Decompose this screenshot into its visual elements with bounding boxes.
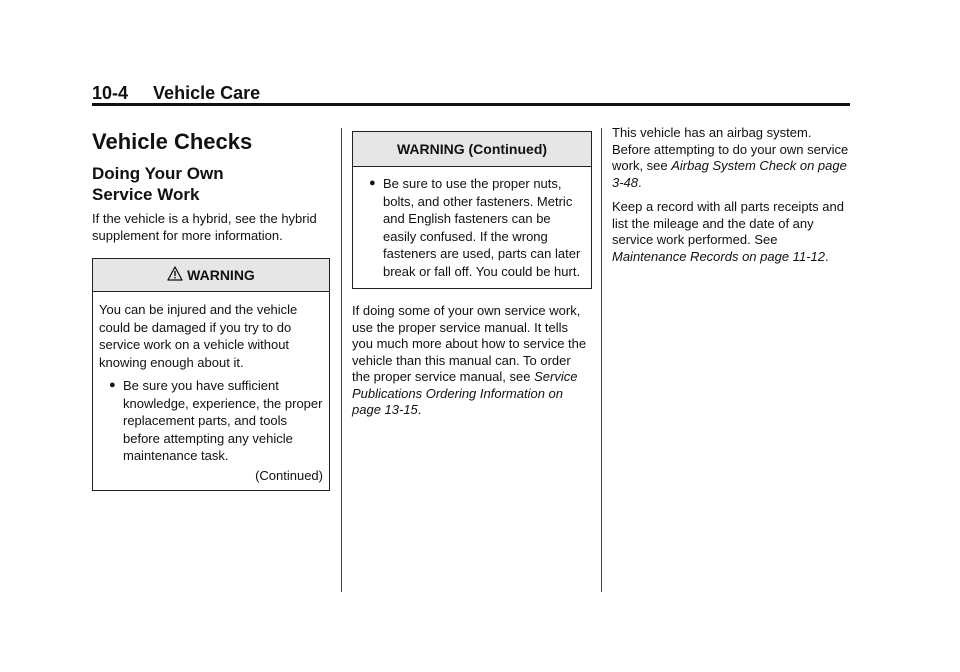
- bullet-text: Be sure you have sufficient knowledge, experience, the proper replacement parts, and tools before attempting any vehicle maintenance task.: [123, 378, 323, 463]
- warning-box-continued: [352, 131, 592, 289]
- column-3: [612, 125, 852, 265]
- continued-label: (Continued): [255, 467, 323, 483]
- paragraph-text: Keep a record with all parts receipts and list the mileage and the date of any service work performed. See: [612, 199, 844, 247]
- column-divider: [341, 128, 342, 592]
- warning-box: [92, 258, 330, 491]
- page-title: Vehicle Checks: [92, 129, 253, 154]
- column-2: [352, 125, 590, 419]
- section-heading-line2: Service Work: [92, 185, 200, 204]
- warning-body: [353, 167, 591, 288]
- hybrid-note: If the vehicle is a hybrid, see the hybrid supplement for more information.: [92, 211, 317, 243]
- bullet-icon: ●: [109, 379, 116, 391]
- page-number: 10-4: [92, 83, 129, 103]
- cross-reference-link[interactable]: Airbag System Check on page 3-48: [612, 158, 847, 190]
- warning-bullet: [99, 377, 323, 465]
- cross-reference-link[interactable]: Maintenance Records on page 11-12: [612, 248, 825, 264]
- warning-icon: [167, 266, 183, 284]
- paragraph-text: If doing some of your own service work, use the proper service manual. It tells you much more about how to service the vehicle than this manual can. To order the proper service manual, see: [352, 303, 587, 384]
- bullet-text: Be sure to use the proper nuts, bolts, and other fasteners. Metric and English fasteners can be easily confused. If the wrong fasteners are used, parts can later break or fall off. You could be hurt.: [383, 176, 581, 279]
- records-paragraph: Keep a record with all parts receipts and list the mileage and the date of any service work performed. See Maintenance Records on page 11-12.: [612, 199, 844, 264]
- header-rule: [92, 103, 850, 106]
- service-manual-paragraph: If doing some of your own service work, use the proper service manual. It tells you much more about how to service the vehicle than this manual can. To order the proper service manual, see Service Publications Ordering Information on page 13-15.: [352, 303, 587, 417]
- warning-label: WARNING: [187, 267, 255, 283]
- warning-header: [93, 259, 329, 292]
- bullet-icon: ●: [369, 177, 376, 189]
- warning-bullet: [359, 175, 585, 280]
- column-divider: [601, 128, 602, 592]
- column-1: [92, 125, 330, 491]
- warning-header: WARNING (Continued): [353, 132, 591, 167]
- page-header: [92, 82, 850, 104]
- paragraph-text: This vehicle has an airbag system. Before attempting to do your own service work, see: [612, 125, 849, 173]
- section-heading: [92, 163, 330, 205]
- warning-text: You can be injured and the vehicle could be damaged if you try to do service work on a vehicle without knowing enough about it.: [99, 302, 298, 370]
- warning-body: [93, 292, 329, 490]
- section-heading-line1: Doing Your Own: [92, 164, 224, 183]
- cross-reference-link[interactable]: Service Publications Ordering Information on page 13-15: [352, 369, 578, 417]
- section-title: Vehicle Care: [153, 83, 261, 103]
- airbag-paragraph: This vehicle has an airbag system. Before attempting to do your own service work, see Airbag System Check on page 3-48.: [612, 125, 849, 190]
